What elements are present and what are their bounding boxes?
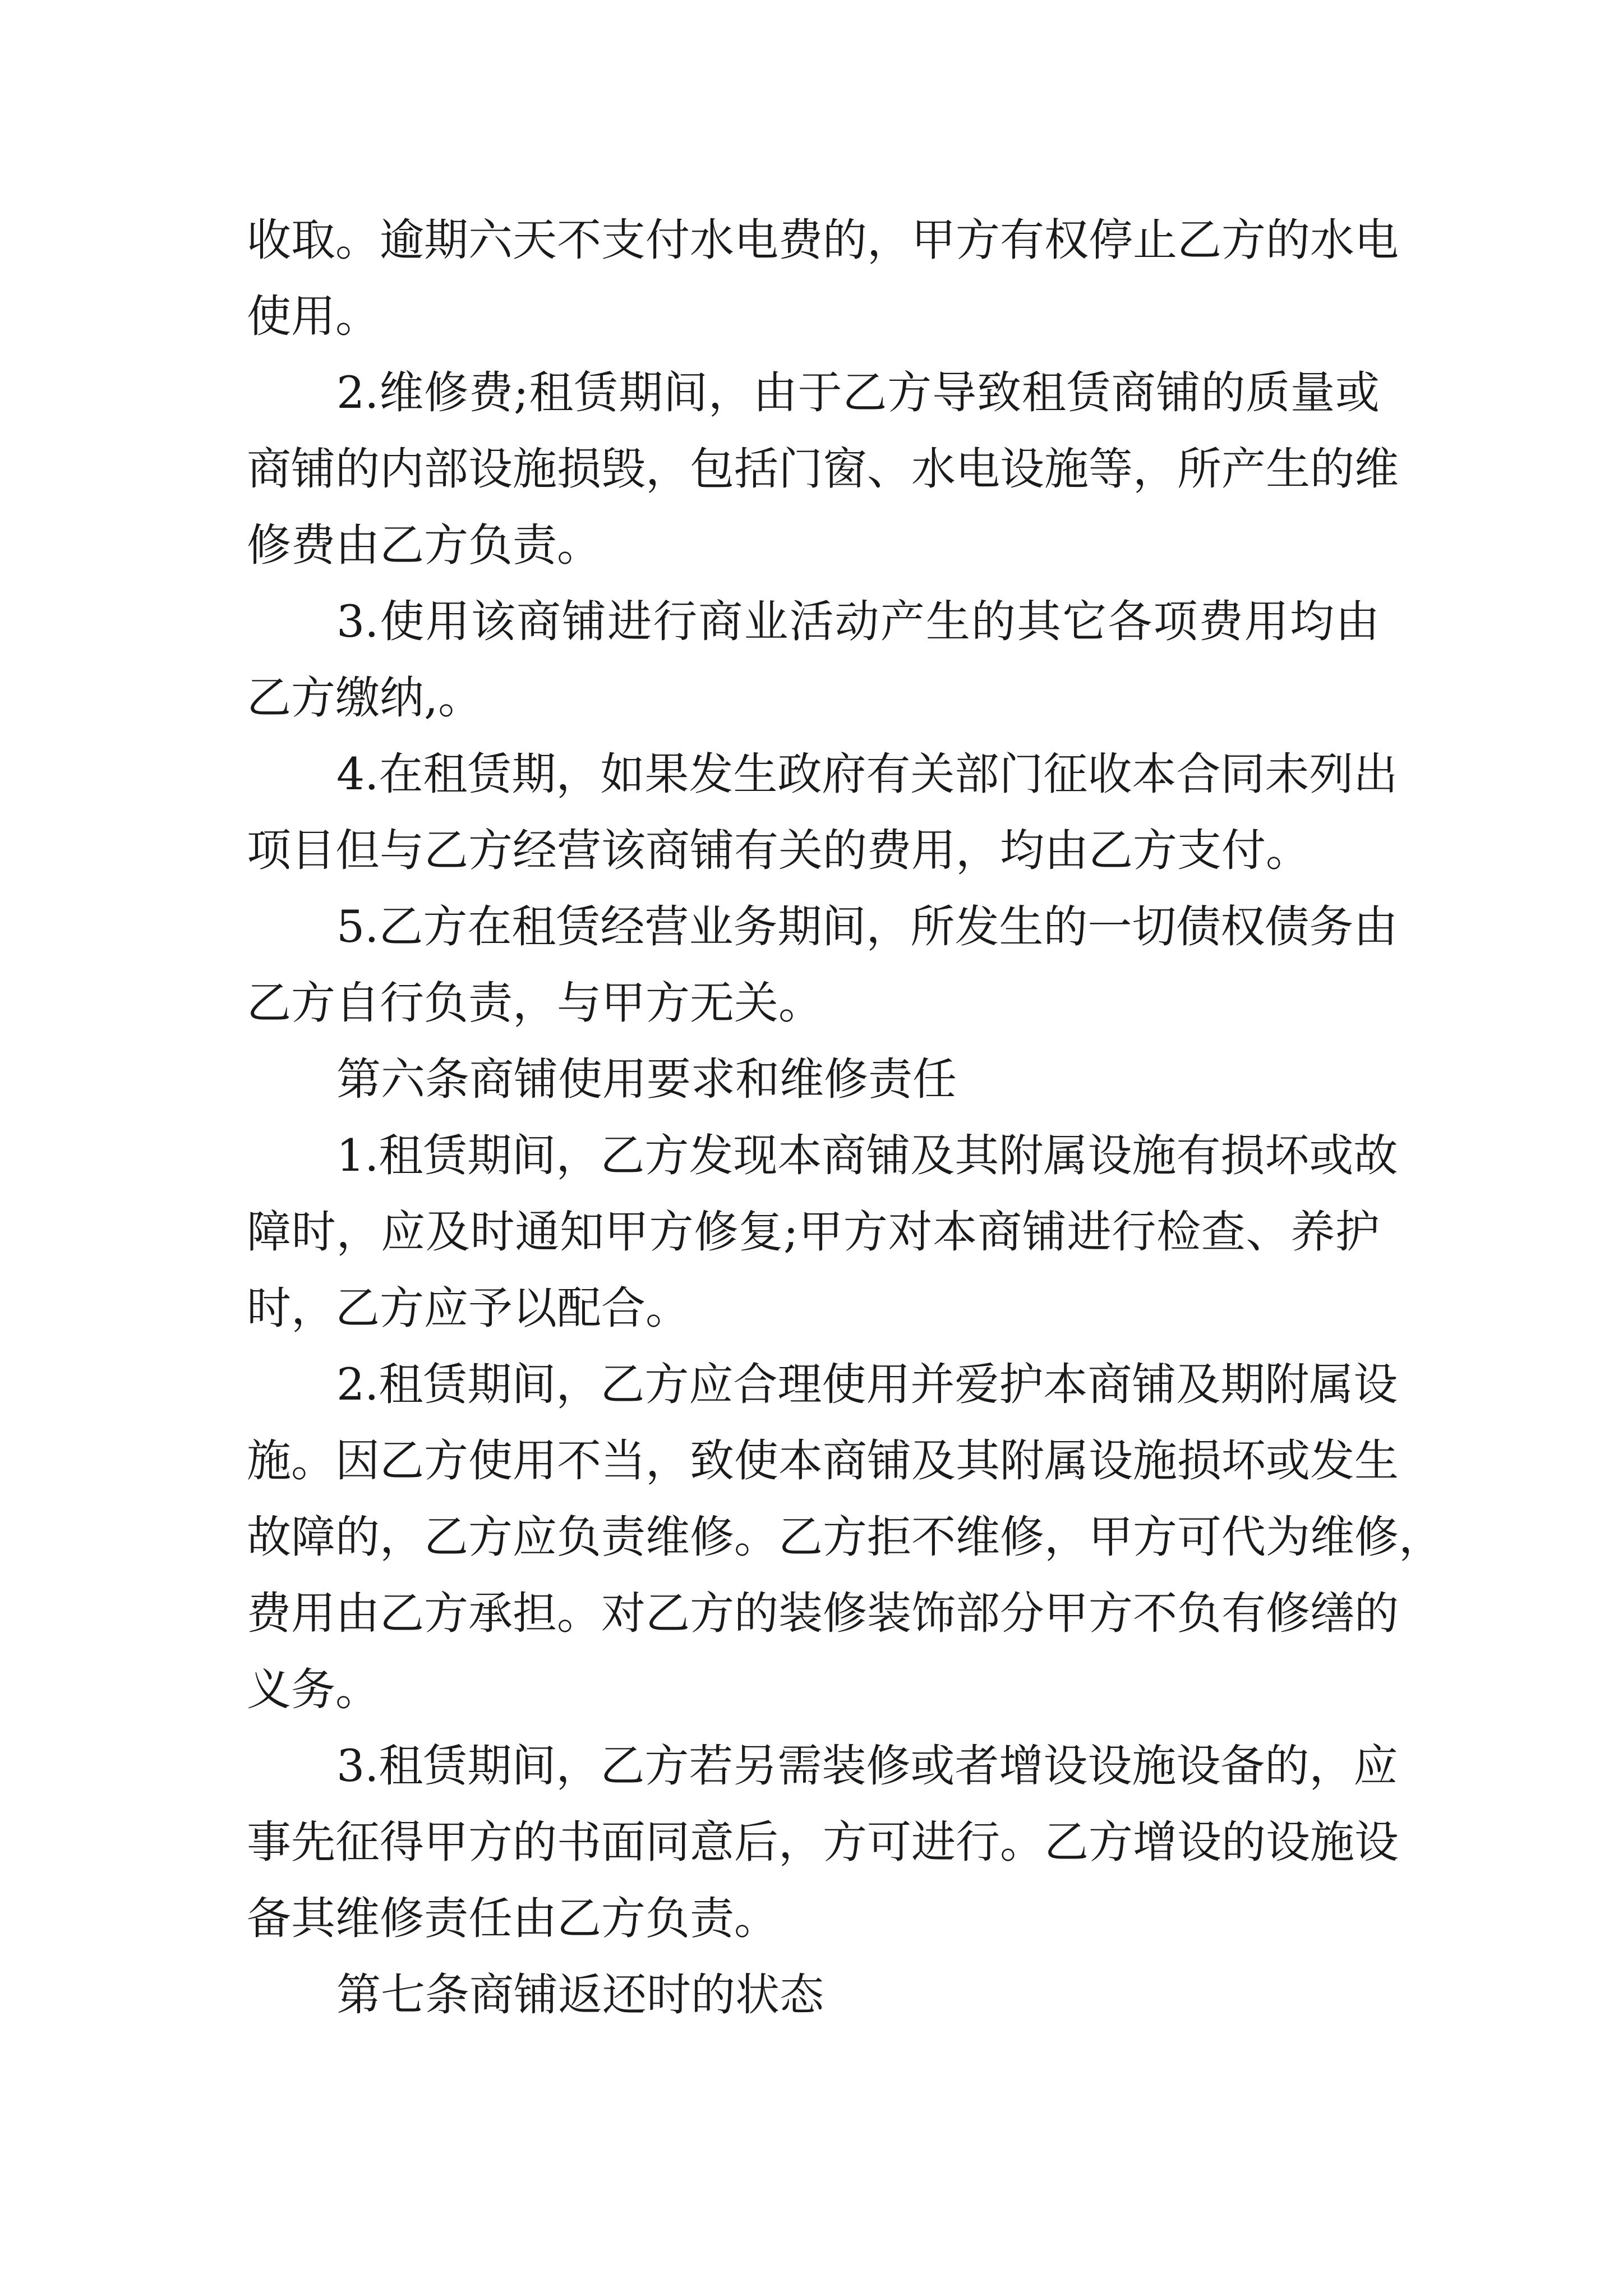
text-line: 义务。 (247, 1664, 380, 1715)
text-line: 收取。逾期六天不支付水电费的，甲方有权停止乙方的水电 (247, 214, 1399, 266)
text-line: 事先征得甲方的书面同意后，方可进行。乙方增设的设施设 (247, 1816, 1399, 1868)
text-line: 障时，应及时通知甲方修复;甲方对本商铺进行检查、养护 (247, 1206, 1380, 1258)
text-line: 修费由乙方负责。 (247, 519, 601, 571)
text-line: 3.租赁期间，乙方若另需装修或者增设设施设备的，应 (336, 1740, 1398, 1792)
section-heading: 第七条商铺返还时的状态 (336, 1969, 824, 2021)
text-line: 项目但与乙方经营该商铺有关的费用，均由乙方支付。 (247, 825, 1310, 876)
text-line: 乙方缴纳,。 (247, 672, 483, 724)
text-line: 乙方自行负责，与甲方无关。 (247, 977, 823, 1029)
text-line: 故障的，乙方应负责维修。乙方拒不维修，甲方可代为维修， (247, 1511, 1443, 1563)
text-line: 5.乙方在租赁经营业务期间，所发生的一切债权债务由 (336, 901, 1398, 953)
text-line: 2.租赁期间，乙方应合理使用并爱护本商铺及期附属设 (336, 1359, 1398, 1410)
text-line: 2.维修费;租赁期间，由于乙方导致租赁商铺的质量或 (336, 367, 1380, 418)
text-line: 商铺的内部设施损毁，包括门窗、水电设施等，所产生的维 (247, 443, 1399, 495)
text-line: 备其维修责任由乙方负责。 (247, 1893, 778, 1944)
text-line: 费用由乙方承担。对乙方的装修装饰部分甲方不负有修缮的 (247, 1588, 1399, 1639)
section-heading: 第六条商铺使用要求和维修责任 (336, 1053, 957, 1105)
text-line: 施。因乙方使用不当，致使本商铺及其附属设施损坏或发生 (247, 1435, 1399, 1487)
text-line: 使用。 (247, 291, 380, 342)
text-line: 时，乙方应予以配合。 (247, 1282, 690, 1334)
text-line: 1.租赁期间，乙方发现本商铺及其附属设施有损坏或故 (336, 1130, 1398, 1181)
text-line: 3.使用该商铺进行商业活动产生的其它各项费用均由 (336, 596, 1380, 647)
text-line: 4.在租赁期，如果发生政府有关部门征收本合同未列出 (336, 748, 1398, 800)
